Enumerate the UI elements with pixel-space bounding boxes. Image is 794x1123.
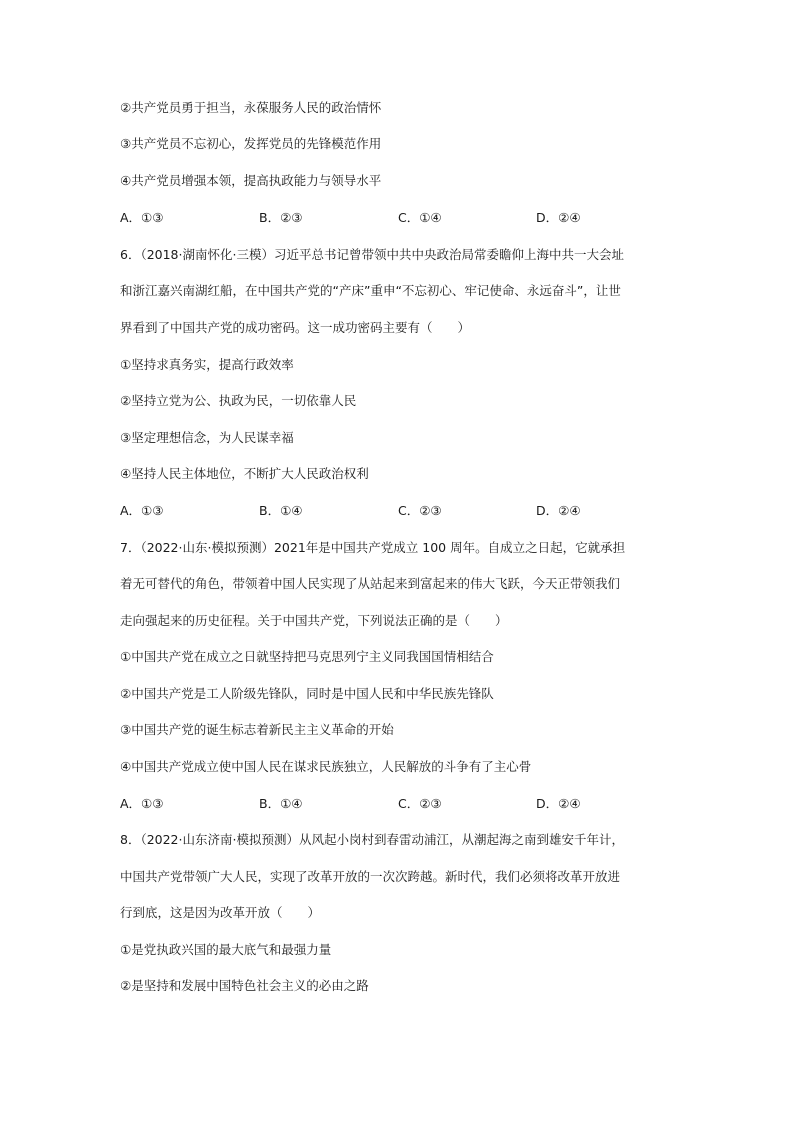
q6-stem-line-1: 6．（2018·湖南怀化·三模）习近平总书记曾带领中共中央政治局常委瞻仰上海中共一大会址 [120,247,624,262]
q7-option-a: A．①③ [120,796,164,811]
q6-option-a: A．①③ [120,503,164,518]
q8-item-2: ②是坚持和发展中国特色社会主义的必由之路 [120,978,369,993]
q7-option-c: C．②③ [398,796,442,811]
q7-item-1: ①中国共产党在成立之日就坚持把马克思列宁主义同我国国情相结合 [120,649,494,664]
q7-option-b: B．①④ [259,796,303,811]
q6-item-4: ④坚持人民主体地位，不断扩大人民政治权利 [120,466,369,481]
q6-stem-line-3: 界看到了中国共产党的成功密码。这一成功密码主要有（ ） [120,320,471,335]
q7-option-d: D．②④ [536,796,581,811]
q7-stem-line-2: 着无可替代的角色，带领着中国人民实现了从站起来到富起来的伟大飞跃，今天正带领我们 [120,576,621,591]
q8-stem-line-2: 中国共产党带领广大人民，实现了改革开放的一次次跨越。新时代，我们必须将改革开放进 [120,869,621,884]
q5-option-d: D．②④ [536,210,581,225]
q6-item-2: ②坚持立党为公、执政为民，一切依靠人民 [120,393,357,408]
q5-option-c: C．①④ [398,210,442,225]
q6-option-b: B．①④ [259,503,303,518]
q6-option-d: D．②④ [536,503,581,518]
q8-stem-line-3: 行到底，这是因为改革开放（ ） [120,905,321,920]
q7-item-3: ③中国共产党的诞生标志着新民主主义革命的开始 [120,722,394,737]
q7-stem-line-1: 7．（2022·山东·模拟预测）2021年是中国共产党成立 100 周年。自成立之日起，它就承担 [120,540,626,555]
q6-item-3: ③坚定理想信念，为人民谋幸福 [120,430,294,445]
q5-item-2: ②共产党员勇于担当，永葆服务人民的政治情怀 [120,100,382,115]
q5-option-b: B．②③ [259,210,303,225]
q6-stem-line-2: 和浙江嘉兴南湖红船，在中国共产党的“产床”重申“不忘初心、牢记使命、永远奋斗”，让世 [120,283,621,298]
q7-item-4: ④中国共产党成立使中国人民在谋求民族独立，人民解放的斗争有了主心骨 [120,759,532,774]
q6-options [120,503,680,519]
q6-option-c: C．②③ [398,503,442,518]
q5-option-a: A．①③ [120,210,164,225]
q5-item-3: ③共产党员不忘初心，发挥党员的先锋模范作用 [120,136,382,151]
q5-options [120,210,680,226]
q7-options [120,796,680,812]
q6-item-1: ①坚持求真务实，提高行政效率 [120,357,294,372]
q7-stem-line-3: 走向强起来的历史征程。关于中国共产党，下列说法正确的是（ ） [120,613,508,628]
q7-item-2: ②中国共产党是工人阶级先锋队，同时是中国人民和中华民族先锋队 [120,686,494,701]
q8-stem-line-1: 8．（2022·山东济南·模拟预测）从风起小岗村到春雷动浦江，从潮起海之南到雄安千年计， [120,832,624,847]
q8-item-1: ①是党执政兴国的最大底气和最强力量 [120,942,332,957]
q5-item-4: ④共产党员增强本领，提高执政能力与领导水平 [120,173,382,188]
